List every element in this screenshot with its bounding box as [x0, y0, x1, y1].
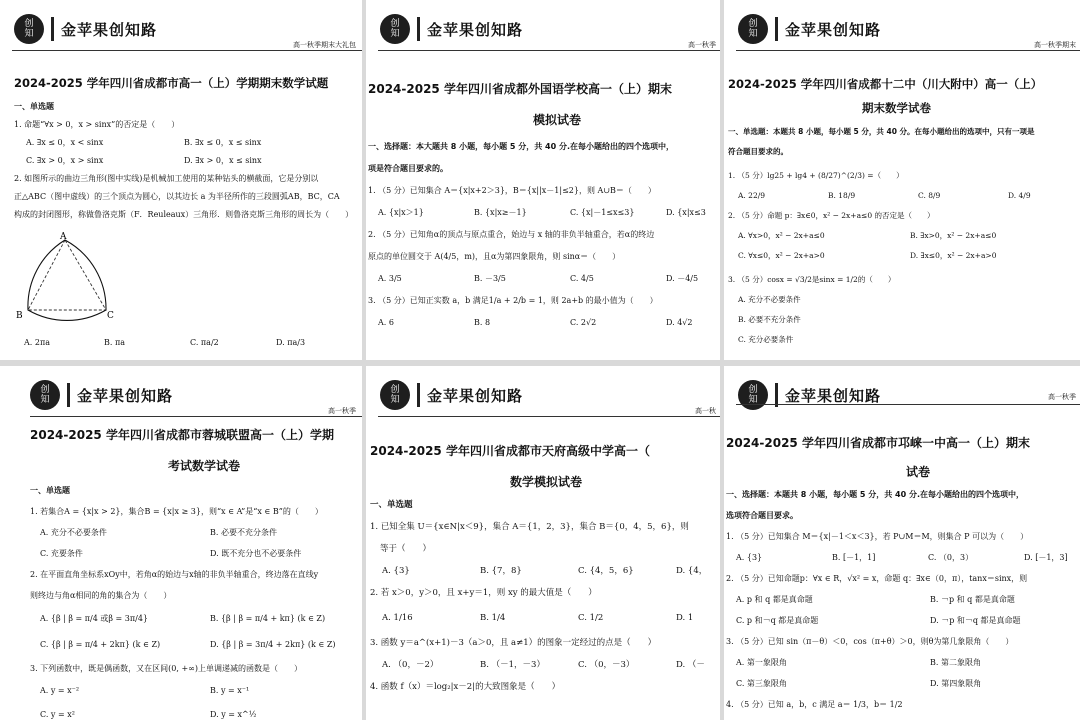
option-b: B. 必要不充分条件 — [738, 315, 801, 324]
question-2-line-1: 2. 在平面直角坐标系xOy中，若角α的始边与x轴的非负半轴重合，终边落在直线y — [30, 570, 319, 579]
section-heading-line-2: 选项符合题目要求。 — [726, 511, 798, 520]
question-3: 3. （5 分）已知正实数 a，b 满足1/a + 2/b = 1，则 2a+b 的最小值为（ ） — [368, 296, 658, 305]
option-b: B. ∃x ≤ 0，x ≤ sinx — [184, 138, 262, 147]
header-rule — [30, 416, 362, 417]
option-c: C. 第三象限角 — [736, 679, 787, 688]
question-2-options — [728, 226, 1080, 246]
option-d: D. πa/3 — [276, 338, 306, 347]
exam-title-line-2: 模拟试卷 — [533, 113, 582, 127]
question-3-options-row2 — [726, 673, 1080, 694]
option-b: B. 1/4 — [480, 613, 506, 623]
exam-title-line-2: 试卷 — [906, 465, 931, 479]
option-a: A. ∃x ≤ 0，x < sinx — [26, 138, 104, 147]
option-b: B. ∃x>0，x² − 2x+a≤0 — [910, 231, 997, 240]
question-3-options — [370, 654, 720, 676]
option-a: A. 充分不必要条件 — [738, 295, 801, 304]
option-d: D. 1 — [676, 613, 694, 623]
question-1-options-row2 — [30, 543, 362, 564]
header-tagline: 高一秋季期末大礼包 — [293, 41, 356, 49]
option-d: D. ∃x > 0，x ≤ sinx — [184, 156, 262, 165]
option-c: C. ∃x > 0，x > sinx — [26, 156, 104, 165]
option-c: C. 2√2 — [570, 318, 597, 327]
header-rule — [378, 416, 720, 417]
question-2-options — [370, 604, 720, 632]
option-a: A. ∀x>0，x² − 2x+a≤0 — [738, 231, 825, 240]
seal-icon: 创 知 — [380, 14, 410, 44]
exam-page-5[interactable] — [366, 366, 720, 720]
question-3: 3. （5 分）cosx = √3/2是sinx = 1/2的（ ） — [728, 275, 896, 284]
option-b: B. y = x⁻¹ — [210, 686, 250, 695]
question-1: 1. 若集合A = {x|x > 2}，集合B = {x|x ≥ 3}，则“x ∈ A”是“x ∈ B”的（ ） — [30, 507, 323, 516]
option-c: C. 4/5 — [570, 274, 594, 283]
question-2-line-2: 正△ABC（图中虚线）的三个顶点为圆心，以其边长 a 为半径所作的三段圆弧AB，BC，CA — [14, 192, 340, 201]
brand-logo — [380, 380, 523, 410]
option-c: C. {β | β = π/4 + 2kπ} (k ∈ Z) — [40, 640, 161, 649]
option-b: B. （－1，－3） — [480, 660, 545, 670]
section-heading-line-1: 一、选择题：本大题共 8 小题，每小题 5 分，共 40 分.在每小题给出的四个选项中， — [368, 142, 675, 151]
question-2-options — [14, 338, 362, 347]
option-b: B. {x|x≥－1} — [474, 208, 527, 217]
option-d: D. 4√2 — [666, 318, 693, 327]
question-2-options-row2 — [30, 632, 362, 658]
question-2-options-row2 — [726, 610, 1080, 631]
question-1: 1. （5 分）已知集合 A＝{x|x+2＞3}，B＝{x||x－1|≤2}，则 A∪B＝（ ） — [368, 186, 656, 195]
exam-page-2[interactable] — [366, 0, 720, 360]
question-2-line-3: 构成的封闭图形，称做鲁洛克斯（F．Reuleaux）三角形．则鲁洛克斯三角形的周长为（ ） — [14, 210, 354, 219]
option-c: C. {4，5，6} — [578, 566, 634, 576]
header-rule — [736, 50, 1080, 51]
option-d: D. （－ — [676, 660, 705, 670]
question-1-options — [728, 186, 1080, 206]
header-tagline: 高一秋季 — [1048, 393, 1076, 401]
option-c: C. 8/9 — [918, 191, 941, 200]
brand-name: 金苹果创知路 — [77, 386, 174, 405]
page-header — [0, 0, 362, 52]
question-1-options — [726, 547, 1080, 568]
seal-icon: 创 知 — [738, 380, 768, 410]
option-b: B. ￢p 和 q 都是真命题 — [930, 595, 1015, 604]
brand-name: 金苹果创知路 — [785, 386, 882, 405]
option-b: B. {7，8} — [480, 566, 522, 576]
header-tagline: 高一秋季 — [688, 41, 716, 49]
exam-title-line-1: 2024-2025 学年四川省成都十二中（川大附中）高一（上） — [728, 77, 1043, 91]
option-a: A. 3/5 — [378, 274, 402, 283]
brand-logo — [30, 380, 173, 410]
question-4: 4. 函数 f（x）＝log₂|x－2|的大致图象是（ ） — [370, 682, 561, 692]
question-3: 3. （5 分）已知 sin（π－θ）＜0，cos（π+θ）＞0，则θ为第几象限角（ ） — [726, 637, 1014, 646]
option-c: C. πa/2 — [190, 338, 219, 347]
option-d: D. y = x^½ — [210, 710, 257, 719]
question-2-line-2: 原点的单位圆交于 A(4/5，m)，且α为第四象限角，则 sinα＝（ ） — [368, 252, 621, 261]
brand-name: 金苹果创知路 — [785, 20, 882, 39]
option-b: B. 必要不充分条件 — [210, 528, 277, 537]
header-rule — [736, 404, 1080, 405]
option-a: A. y = x⁻² — [40, 686, 80, 695]
vertex-label-b: B — [16, 311, 23, 321]
question-1-options — [30, 522, 362, 543]
option-b: B. 18/9 — [828, 191, 856, 200]
option-a: A. {3} — [382, 566, 410, 576]
header-tagline: 高一秋 — [695, 407, 716, 415]
option-c: C. （0，－3） — [578, 660, 635, 670]
option-a: A. （0，－2） — [382, 660, 439, 670]
option-c: C. y = x² — [40, 710, 75, 719]
exam-title-line-1: 2024-2025 学年四川省成都市邛崃一中高一（上）期末 — [726, 436, 1030, 450]
option-d: D. ∃x≤0，x² − 2x+a>0 — [910, 251, 997, 260]
header-tagline: 高一秋季期末 — [1034, 41, 1076, 49]
question-3-options — [30, 679, 362, 703]
option-a: A. 1/16 — [382, 613, 413, 623]
brand-name: 金苹果创知路 — [61, 20, 158, 39]
option-d: D. 既不充分也不必要条件 — [210, 549, 302, 558]
question-2-line-1: 2. （5 分）已知角α的顶点与原点重合，始边与 x 轴的非负半轴重合，若α的终边 — [368, 230, 655, 239]
question-3: 3. 函数 y＝a^(x+1)－3（a＞0，且 a≠1）的图象一定经过的点是（ ） — [370, 638, 657, 648]
divider — [417, 383, 420, 407]
question-3-options-row2 — [30, 703, 362, 720]
header-rule — [378, 50, 720, 51]
header-rule — [12, 50, 362, 51]
divider — [775, 17, 778, 41]
question-1-options — [14, 134, 362, 152]
option-d: D. {x|x≤3 — [666, 208, 706, 217]
page-header — [0, 366, 362, 418]
question-1-options — [368, 202, 720, 224]
question-1-line-1: 1. 已知全集 U＝{x∈N|x＜9}，集合 A＝{1，2，3}，集合 B＝{0，4，5，6}，则 — [370, 522, 689, 532]
option-c: C. （0，3） — [928, 553, 974, 562]
exam-title-line-1: 2024-2025 学年四川省成都外国语学校高一（上）期末 — [368, 82, 672, 96]
question-2-options-row2 — [728, 246, 1080, 266]
page-header — [366, 366, 720, 418]
option-d: D. 第四象限角 — [930, 679, 982, 688]
option-c: C. ∀x≤0，x² − 2x+a>0 — [738, 251, 825, 260]
option-a: A. {x|x＞1} — [378, 208, 424, 217]
brand-name: 金苹果创知路 — [427, 386, 524, 405]
question-3-options — [368, 312, 720, 334]
exam-title-line-2: 考试数学试卷 — [168, 459, 241, 473]
exam-title-line-1: 2024-2025 学年四川省成都市蓉城联盟高一（上）学期 — [30, 428, 334, 442]
section-heading-line-1: 一、单选题：本题共 8 小题，每小题 5 分，共 40 分。在每小题给出的选项中，只有一项是 — [728, 127, 1035, 136]
question-2-options — [368, 268, 720, 290]
brand-logo — [738, 380, 881, 410]
question-2: 2. （5 分）已知命题p：∀x ∈ R，√x² = x，命题 q：∃x∈（0，π），tanx＝sinx，则 — [726, 574, 1028, 583]
page-header — [366, 0, 720, 52]
question-3: 3. 下列函数中，既是偶函数，又在区间(0, +∞)上单调递减的函数是（ ） — [30, 664, 302, 673]
divider — [417, 17, 420, 41]
question-2: 2. （5 分）命题 p：∃x∈0，x² − 2x+a≤0 的否定是（ ） — [728, 211, 935, 220]
question-1-line-2: 等于（ ） — [380, 544, 432, 554]
option-a: A. 2πa — [24, 338, 50, 347]
exam-title-line-2: 数学模拟试卷 — [510, 475, 583, 489]
question-2-options — [30, 606, 362, 632]
question-2: 2. 若 x＞0，y＞0，且 x+y＝1，则 xy 的最大值是（ ） — [370, 588, 597, 598]
option-c: C. p 和￢q 都是真命题 — [736, 616, 819, 625]
exam-title-line-1: 2024-2025 学年四川省成都市天府高级中学高一（ — [370, 444, 650, 458]
brand-logo — [738, 14, 881, 44]
question-1: 1. 命题“∀x > 0，x > sinx”的否定是（ ） — [14, 120, 180, 129]
question-1: 1. （5 分）lg25 + lg4 + (8/27)^(2/3) =（ ） — [728, 171, 904, 180]
divider — [67, 383, 70, 407]
reuleaux-triangle-figure — [10, 232, 120, 324]
option-d: D. 4/9 — [1008, 191, 1031, 200]
question-1-options-row2 — [14, 152, 362, 170]
option-b: B. －3/5 — [474, 274, 506, 283]
option-d: D. －4/5 — [666, 274, 699, 283]
question-4-partial: 4. （5 分）已知 a，b，c 满足 a＝ 1/3，b＝ 1/2 — [726, 700, 903, 709]
section-heading-line-1: 一、选择题：本题共 8 小题，每小题 5 分，共 40 分.在每小题给出的四个选项中， — [726, 490, 1025, 499]
section-heading: 一、单选题 — [30, 486, 70, 495]
option-a: A. 6 — [378, 318, 394, 327]
exam-page-3[interactable] — [724, 0, 1080, 360]
option-b: B. πa — [104, 338, 125, 347]
question-1: 1. （5 分）已知集合 M＝{x|－1＜x＜3}，若 P∪M＝M，则集合 P 可以为（ ） — [726, 532, 1029, 541]
option-b: B. {β | β = π/4 + kπ} (k ∈ Z) — [210, 614, 326, 623]
exam-page-4[interactable] — [0, 366, 362, 720]
vertex-label-c: C — [107, 311, 114, 321]
brand-name: 金苹果创知路 — [427, 20, 524, 39]
question-3-options — [726, 652, 1080, 673]
option-a: A. 22/9 — [738, 191, 766, 200]
page-header — [724, 0, 1080, 52]
option-c: C. 1/2 — [578, 613, 604, 623]
exam-title: 2024-2025 学年四川省成都市高一（上）学期期末数学试题 — [14, 76, 329, 90]
exam-page-6[interactable] — [724, 366, 1080, 720]
section-heading: 一、单选题 — [14, 102, 54, 111]
header-tagline: 高一秋季 — [328, 407, 356, 415]
brand-logo — [14, 14, 157, 44]
option-d: D. ￢p 和￢q 都是真命题 — [930, 616, 1021, 625]
option-d: D. [－1，3] — [1024, 553, 1068, 562]
option-a: A. 充分不必要条件 — [40, 528, 107, 537]
brand-logo — [380, 14, 523, 44]
option-a: A. p 和 q 都是真命题 — [736, 595, 813, 604]
divider — [51, 17, 54, 41]
option-b: B. 第二象限角 — [930, 658, 981, 667]
option-d: D. {4， — [676, 566, 708, 576]
section-heading: 一、单选题 — [370, 500, 413, 510]
option-a: A. {β | β = π/4 或β = 3π/4} — [40, 614, 148, 623]
question-2-line-1: 2. 如图所示的曲边三角形(图中实线)是机械加工使用的某种钻头的横截面，它是分别以 — [14, 174, 319, 183]
vertex-label-a: A — [60, 232, 67, 242]
option-d: D. {β | β = 3π/4 + 2kπ} (k ∈ Z) — [210, 640, 336, 649]
page-header — [724, 366, 1080, 418]
section-heading-line-2: 项是符合题目要求的。 — [368, 164, 448, 173]
option-c: C. {x|－1≤x≤3} — [570, 208, 635, 217]
option-a: A. {3} — [736, 553, 763, 562]
seal-icon: 创 知 — [738, 14, 768, 44]
option-b: B. 8 — [474, 318, 491, 327]
exam-title-line-2: 期末数学试卷 — [862, 101, 931, 115]
seal-icon: 创 知 — [30, 380, 60, 410]
option-b: B. [－1，1] — [832, 553, 876, 562]
question-2-line-2: 则终边与角α相同的角的集合为（ ） — [30, 591, 172, 600]
seal-icon: 创 知 — [380, 380, 410, 410]
question-2-options — [726, 589, 1080, 610]
seal-icon: 创 知 — [14, 14, 44, 44]
option-a: A. 第一象限角 — [736, 658, 787, 667]
option-c: C. 充要条件 — [40, 549, 83, 558]
question-1-options — [370, 560, 720, 582]
exam-page-1[interactable] — [0, 0, 362, 360]
option-c: C. 充分必要条件 — [738, 335, 794, 344]
section-heading-line-2: 符合题目要求的。 — [728, 147, 788, 156]
